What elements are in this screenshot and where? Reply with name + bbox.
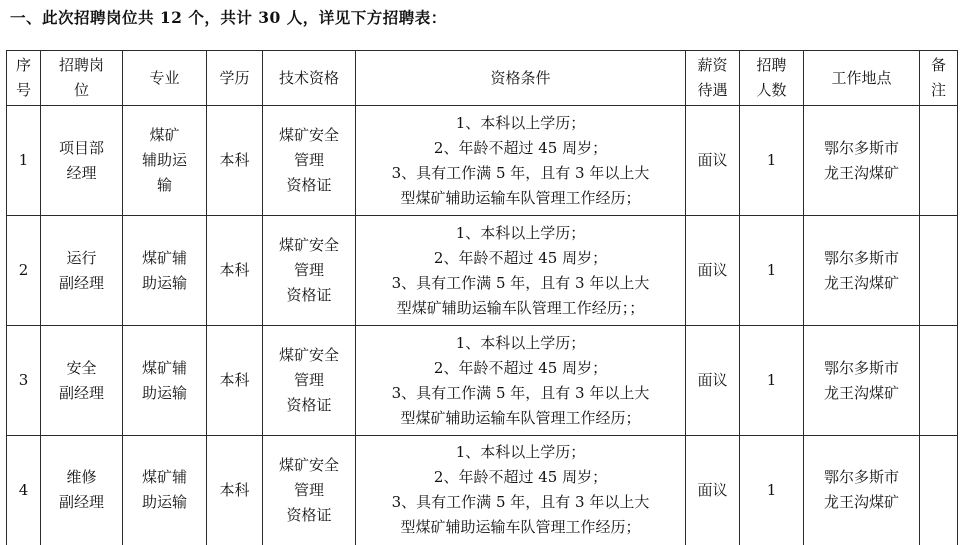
condition-line: 1、本科以上学历； xyxy=(455,113,586,132)
condition-line: 型煤矿辅助运输车队管理工作经历；； xyxy=(396,298,645,317)
cell-headcount: 1 xyxy=(740,216,804,326)
cell-line: 龙王沟煤矿 xyxy=(823,493,899,512)
header-line: 专业 xyxy=(149,68,180,87)
cell-no: 1 xyxy=(7,106,41,216)
condition-line: 型煤矿辅助运输车队管理工作经历； xyxy=(400,188,641,207)
cell-no: 3 xyxy=(7,326,41,436)
cell-cert xyxy=(263,106,356,216)
cell-line: 管理 xyxy=(293,151,324,169)
cell-education: 本科 xyxy=(207,326,263,436)
condition-line: 型煤矿辅助运输车队管理工作经历； xyxy=(400,518,641,537)
header-location xyxy=(804,51,920,106)
cell-line: 资格证 xyxy=(286,505,332,524)
header-line: 号 xyxy=(15,81,31,99)
cell-line: 安全 xyxy=(66,358,97,377)
condition-line: 3、具有工作满 5 年，且有 3 年以上大 xyxy=(391,383,650,402)
cell-major xyxy=(123,106,207,216)
cell-major xyxy=(123,436,207,545)
header-line: 注 xyxy=(930,81,946,99)
cell-no: 4 xyxy=(7,436,41,545)
page-title: 一、此次招聘岗位共 12 个，共计 30 人，详见下方招聘表： xyxy=(10,8,447,27)
cell-no: 2 xyxy=(7,216,41,326)
cell-location xyxy=(804,106,920,216)
cell-remark xyxy=(920,216,958,326)
cell-line: 资格证 xyxy=(286,396,332,414)
cell-location xyxy=(804,436,920,545)
cell-headcount: 1 xyxy=(740,326,804,436)
cell-position xyxy=(41,436,123,545)
header-headcount xyxy=(740,51,804,106)
cell-line: 鄂尔多斯市 xyxy=(823,358,899,377)
cell-position xyxy=(41,326,123,436)
cell-line: 煤矿安全 xyxy=(278,126,339,144)
condition-line: 型煤矿辅助运输车队管理工作经历； xyxy=(400,408,641,427)
header-line: 招聘岗 xyxy=(58,56,104,74)
cell-salary: 面议 xyxy=(686,216,740,326)
cell-cert xyxy=(263,326,356,436)
condition-line: 1、本科以上学历； xyxy=(455,223,586,242)
cell-line: 助运输 xyxy=(141,383,187,402)
cell-major xyxy=(123,216,207,326)
table-header-row xyxy=(7,51,958,106)
cell-line: 龙王沟煤矿 xyxy=(823,383,899,402)
header-line: 位 xyxy=(73,81,89,99)
cell-line: 维修 xyxy=(66,468,97,487)
cell-line: 副经理 xyxy=(58,383,104,402)
header-no xyxy=(7,51,41,106)
cell-line: 助运输 xyxy=(141,273,187,292)
header-remark xyxy=(920,51,958,106)
cell-line: 项目部 xyxy=(58,138,104,157)
cell-line: 副经理 xyxy=(58,493,104,512)
header-line: 技术资格 xyxy=(278,68,339,87)
cell-line: 鄂尔多斯市 xyxy=(823,248,899,267)
header-conditions xyxy=(356,51,686,106)
header-line: 人数 xyxy=(756,81,787,99)
cell-headcount: 1 xyxy=(740,106,804,216)
cell-major xyxy=(123,326,207,436)
cell-line: 煤矿安全 xyxy=(278,236,339,254)
condition-line: 3、具有工作满 5 年，且有 3 年以上大 xyxy=(391,493,650,512)
table-row xyxy=(7,216,958,326)
cell-salary: 面议 xyxy=(686,106,740,216)
cell-line: 输 xyxy=(156,176,172,194)
condition-line: 3、具有工作满 5 年，且有 3 年以上大 xyxy=(391,273,650,292)
cell-line: 龙王沟煤矿 xyxy=(823,273,899,292)
cell-location xyxy=(804,216,920,326)
header-major xyxy=(123,51,207,106)
cell-line: 煤矿辅 xyxy=(141,468,187,487)
cell-line: 鄂尔多斯市 xyxy=(823,138,899,157)
table-row xyxy=(7,106,958,216)
header-line: 备 xyxy=(930,56,946,74)
cell-conditions xyxy=(356,436,686,545)
cell-conditions xyxy=(356,106,686,216)
cell-line: 管理 xyxy=(293,480,324,499)
cell-salary: 面议 xyxy=(686,326,740,436)
header-education xyxy=(207,51,263,106)
header-line: 工作地点 xyxy=(831,68,892,87)
cell-education: 本科 xyxy=(207,436,263,545)
cell-line: 煤矿 xyxy=(149,126,180,144)
condition-line: 3、具有工作满 5 年，且有 3 年以上大 xyxy=(391,163,650,182)
condition-line: 1、本科以上学历； xyxy=(455,443,586,462)
header-cert xyxy=(263,51,356,106)
header-line: 薪资 xyxy=(697,56,728,74)
cell-line: 煤矿安全 xyxy=(278,346,339,364)
cell-conditions xyxy=(356,326,686,436)
condition-line: 2、年龄不超过 45 周岁； xyxy=(433,358,608,377)
cell-line: 运行 xyxy=(66,248,97,267)
header-line: 序 xyxy=(15,56,31,74)
cell-line: 资格证 xyxy=(286,176,332,194)
cell-line: 副经理 xyxy=(58,273,104,292)
table-row xyxy=(7,326,958,436)
cell-line: 煤矿辅 xyxy=(141,358,187,377)
cell-line: 煤矿辅 xyxy=(141,248,187,267)
condition-line: 2、年龄不超过 45 周岁； xyxy=(433,138,608,157)
cell-line: 管理 xyxy=(293,371,324,389)
header-position xyxy=(41,51,123,106)
recruitment-table xyxy=(6,50,958,545)
condition-line: 2、年龄不超过 45 周岁； xyxy=(433,248,608,267)
cell-conditions xyxy=(356,216,686,326)
header-line: 待遇 xyxy=(697,81,728,99)
header-line: 资格条件 xyxy=(490,68,551,87)
cell-location xyxy=(804,326,920,436)
cell-cert xyxy=(263,216,356,326)
header-line: 招聘 xyxy=(756,56,787,74)
cell-line: 煤矿安全 xyxy=(278,455,339,474)
cell-line: 龙王沟煤矿 xyxy=(823,163,899,182)
cell-education: 本科 xyxy=(207,216,263,326)
cell-education: 本科 xyxy=(207,106,263,216)
cell-position xyxy=(41,216,123,326)
cell-remark xyxy=(920,326,958,436)
header-line: 学历 xyxy=(219,68,250,87)
cell-line: 管理 xyxy=(293,261,324,279)
cell-position xyxy=(41,106,123,216)
header-salary xyxy=(686,51,740,106)
cell-line: 辅助运 xyxy=(141,151,187,169)
table-row xyxy=(7,436,958,545)
cell-remark xyxy=(920,106,958,216)
condition-line: 2、年龄不超过 45 周岁； xyxy=(433,468,608,487)
cell-headcount: 1 xyxy=(740,436,804,545)
cell-remark xyxy=(920,436,958,545)
cell-line: 经理 xyxy=(66,163,97,182)
condition-line: 1、本科以上学历； xyxy=(455,333,586,352)
cell-line: 资格证 xyxy=(286,286,332,304)
cell-line: 鄂尔多斯市 xyxy=(823,468,899,487)
cell-line: 助运输 xyxy=(141,493,187,512)
cell-salary: 面议 xyxy=(686,436,740,545)
cell-cert xyxy=(263,436,356,545)
